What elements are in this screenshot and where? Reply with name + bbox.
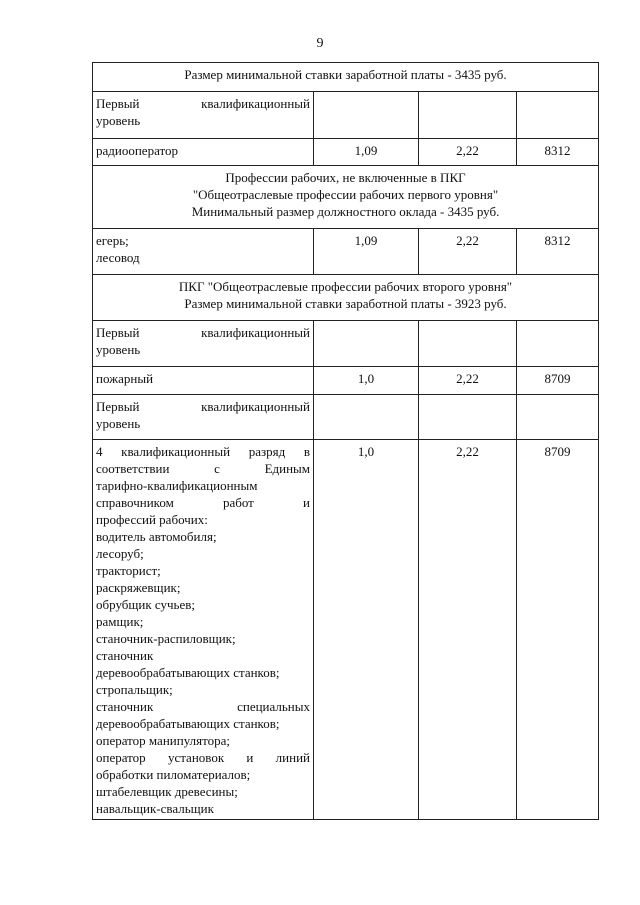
header-line: "Общеотраслевые профессии рабочих первого уровня" [192,187,499,202]
salary-cell: 8709 [517,367,599,395]
profession-item: водитель автомобиля; [96,529,217,544]
profession-item: раскряжевщик; [96,580,181,595]
empty-cell [517,395,599,440]
coefficient-cell: 1,0 [314,440,419,820]
description-line: справочником работ и [96,495,310,510]
profession-item: станочник [96,648,154,663]
profession-item: оператор манипулятора; [96,733,230,748]
header-line: Размер минимальной ставки заработной платы - 3923 руб. [184,296,507,311]
profession-item: стропальщик; [96,682,173,697]
group-header [93,275,599,321]
profession-line: лесовод [96,250,140,265]
level-line: Первый квалификационный [96,96,310,111]
coefficient-cell: 2,22 [419,229,517,275]
profession-item: станочник специальных [96,699,310,714]
table-row [93,321,599,367]
page-number: 9 [316,36,324,51]
level-cell [93,321,314,367]
table-row [93,367,599,395]
level-cell [93,92,314,139]
table-row [93,92,599,139]
level-line: уровень [96,342,141,357]
empty-cell [517,92,599,139]
level-cell [93,395,314,440]
description-line: тарифно-квалификационным [96,478,258,493]
empty-cell [517,321,599,367]
description-line: 4 квалификационный разряд в [96,444,310,459]
group-header [93,166,599,229]
profession-item: рамщик; [96,614,144,629]
coefficient-cell: 1,09 [314,139,419,166]
empty-cell [419,321,517,367]
header-line: ПКГ "Общеотраслевые профессии рабочих второго уровня" [178,279,513,294]
profession-item: оператор установок и линий [96,750,310,765]
coefficient-cell: 2,22 [419,367,517,395]
profession-item: лесоруб; [96,546,144,561]
salary-table [92,62,599,820]
profession-item: штабелевщик древесины; [96,784,238,799]
empty-cell [314,321,419,367]
profession-cell [93,367,314,395]
coefficient-cell: 2,22 [419,440,517,820]
table-row [93,166,599,229]
empty-cell [419,92,517,139]
profession-list-cell [93,440,314,820]
level-line: Первый квалификационный [96,399,310,414]
salary-cell: 8312 [517,229,599,275]
profession-name: радиооператор [96,143,179,158]
profession-item: обработки пиломатериалов; [96,767,251,782]
table-row [93,139,599,166]
profession-item: деревообрабатывающих станков; [96,716,280,731]
profession-line: егерь; [96,233,129,248]
group-header [93,63,599,92]
profession-item: навальщик-свальщик [96,801,214,816]
profession-cell [93,139,314,166]
table-row [93,275,599,321]
profession-item: тракторист; [96,563,161,578]
table-row [93,229,599,275]
header-line: Минимальный размер должностного оклада - 3435 руб. [191,204,500,219]
table-row [93,63,599,92]
coefficient-cell: 1,0 [314,367,419,395]
profession-cell [93,229,314,275]
empty-cell [419,395,517,440]
level-line: уровень [96,416,141,431]
salary-cell: 8312 [517,139,599,166]
empty-cell [314,395,419,440]
description-line: соответствии с Единым [96,461,310,476]
profession-name: пожарный [96,371,154,386]
salary-cell: 8709 [517,440,599,820]
table-row [93,440,599,820]
profession-item: станочник-распиловщик; [96,631,236,646]
level-line: Первый квалификационный [96,325,310,340]
coefficient-cell: 1,09 [314,229,419,275]
empty-cell [314,92,419,139]
header-line: Профессии рабочих, не включенные в ПКГ [225,170,466,185]
header-text: Размер минимальной ставки заработной платы - 3435 руб. [184,67,507,82]
level-line: уровень [96,113,141,128]
table-row [93,395,599,440]
coefficient-cell: 2,22 [419,139,517,166]
description-line: профессий рабочих: [96,512,208,527]
profession-item: деревообрабатывающих станков; [96,665,280,680]
profession-item: обрубщик сучьев; [96,597,196,612]
